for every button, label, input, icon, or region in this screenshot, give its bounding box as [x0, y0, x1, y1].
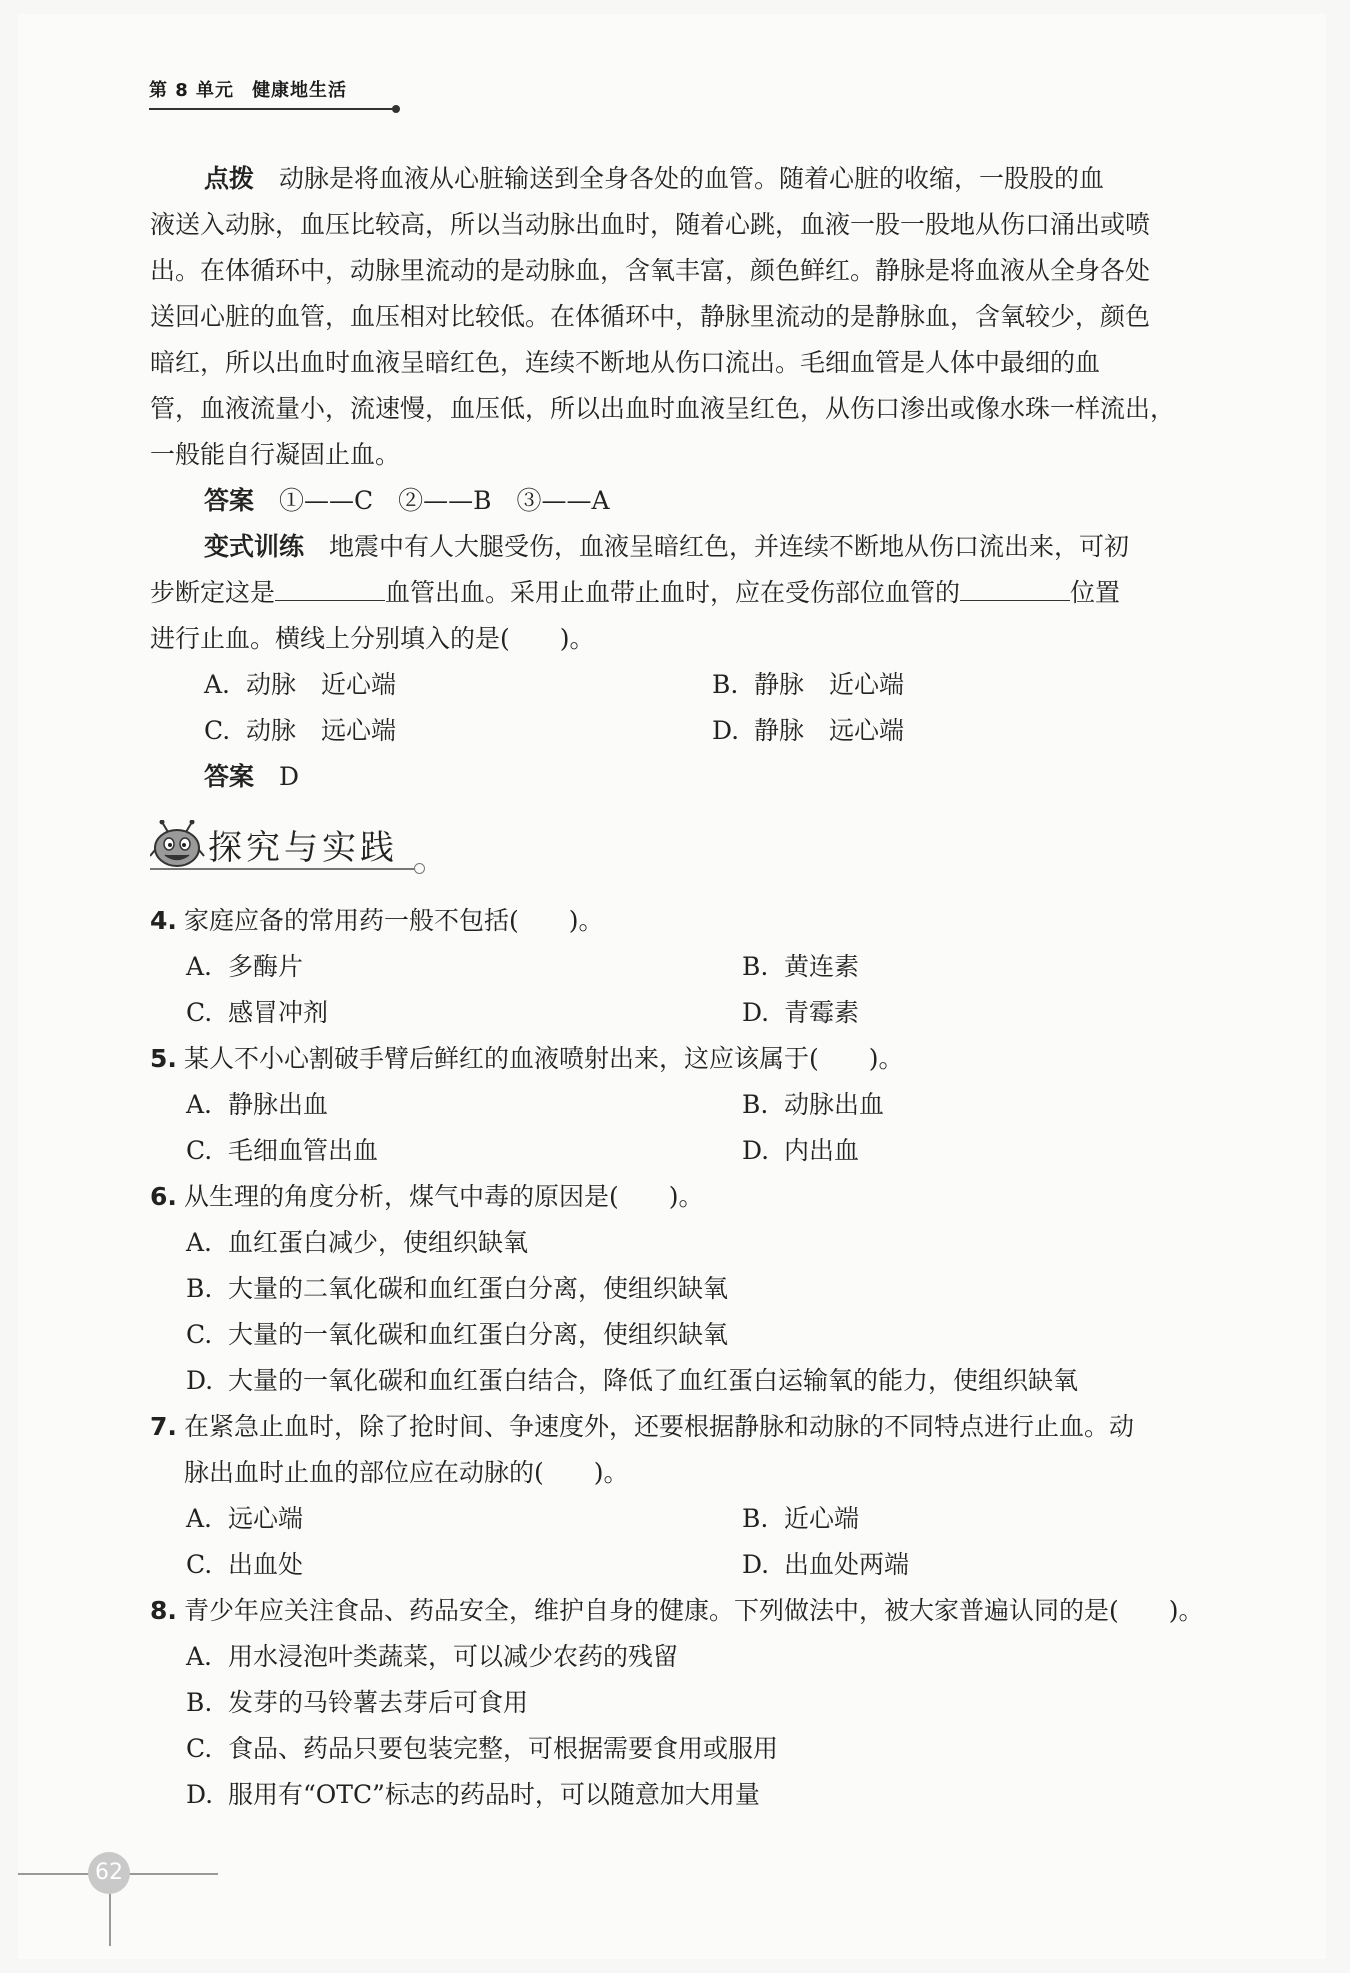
- option-text: 多酶片: [228, 952, 304, 981]
- answer-text: D: [279, 762, 300, 791]
- question-8: [150, 1588, 1204, 1634]
- q7-option-b[interactable]: [742, 1496, 859, 1542]
- option-letter: A.: [204, 670, 231, 699]
- question-7: [150, 1404, 1134, 1450]
- option-letter: D.: [712, 716, 740, 745]
- q8-option-c[interactable]: [186, 1726, 778, 1772]
- page-number: 62: [88, 1852, 130, 1894]
- q6-option-b[interactable]: [186, 1266, 728, 1312]
- question-stem: 从生理的角度分析，煤气中毒的原因是( )。: [184, 1182, 704, 1211]
- option-text: 出血处两端: [784, 1550, 910, 1579]
- fill-blank-2[interactable]: [960, 574, 1070, 601]
- answer-2: [204, 754, 299, 800]
- question-5: [150, 1036, 904, 1082]
- q5-option-c[interactable]: [186, 1128, 378, 1174]
- option-text: 静脉 远心端: [754, 716, 905, 745]
- variant-text-b: 血管出血。采用止血带止血时，应在受伤部位血管的: [385, 578, 961, 607]
- variant-text-c: 位置: [1070, 578, 1121, 607]
- q4-option-a[interactable]: [186, 944, 303, 990]
- option-letter: D.: [742, 1550, 770, 1579]
- q8-option-a[interactable]: [186, 1634, 678, 1680]
- variant-option-a[interactable]: [204, 662, 396, 708]
- option-text: 动脉 远心端: [246, 716, 397, 745]
- variant-line-1: [204, 524, 1129, 570]
- option-letter: A.: [186, 952, 213, 981]
- q5-option-d[interactable]: [742, 1128, 859, 1174]
- option-letter: D.: [742, 1136, 770, 1165]
- q4-option-d[interactable]: [742, 990, 859, 1036]
- fill-blank-1[interactable]: [275, 574, 385, 601]
- variant-text: 地震中有人大腿受伤，血液呈暗红色，并连续不断地从伤口流出来，可初: [329, 532, 1130, 561]
- option-letter: B.: [186, 1688, 213, 1717]
- option-text: 大量的二氧化碳和血红蛋白分离，使组织缺氧: [228, 1274, 729, 1303]
- answer-text: ①——C ②——B ③——A: [279, 486, 610, 515]
- variant-text-a: 步断定这是: [150, 578, 276, 607]
- option-text: 远心端: [228, 1504, 304, 1533]
- variant-label: 变式训练: [204, 532, 305, 561]
- q7-option-a[interactable]: [186, 1496, 303, 1542]
- option-text: 内出血: [784, 1136, 860, 1165]
- question-stem: 某人不小心割破手臂后鲜红的血液喷射出来，这应该属于( )。: [184, 1044, 904, 1073]
- option-letter: C.: [186, 1136, 213, 1165]
- question-number: 7.: [150, 1412, 177, 1441]
- question-stem: 在紧急止血时，除了抢时间、争速度外，还要根据静脉和动脉的不同特点进行止血。动: [184, 1412, 1135, 1441]
- option-text: 青霉素: [784, 998, 860, 1027]
- option-letter: B.: [742, 1504, 769, 1533]
- question-stem: 家庭应备的常用药一般不包括( )。: [184, 906, 604, 935]
- explain-line-1: [204, 156, 1104, 202]
- option-text: 黄连素: [784, 952, 860, 981]
- q6-option-c[interactable]: [186, 1312, 728, 1358]
- option-letter: B.: [186, 1274, 213, 1303]
- q8-option-d[interactable]: [186, 1772, 760, 1818]
- option-text: 感冒冲剂: [228, 998, 329, 1027]
- option-text: 毛细血管出血: [228, 1136, 379, 1165]
- explain-line-2: 液送入动脉，血压比较高，所以当动脉出血时，随着心跳，血液一股一股地从伤口涌出或喷: [150, 210, 1151, 239]
- question-number: 8.: [150, 1596, 177, 1625]
- q5-option-b[interactable]: [742, 1082, 884, 1128]
- option-letter: C.: [186, 998, 213, 1027]
- option-letter: A.: [186, 1228, 213, 1257]
- variant-option-b[interactable]: [712, 662, 904, 708]
- unit-label: 第 8 单元: [149, 80, 235, 101]
- variant-line-2: [150, 570, 1120, 616]
- question-number: 5.: [150, 1044, 177, 1073]
- header-dot: [392, 105, 400, 113]
- question-7-cont: 脉出血时止血的部位应在动脉的( )。: [184, 1458, 629, 1487]
- page-number-stem: [109, 1894, 111, 1946]
- option-text: 出血处: [228, 1550, 304, 1579]
- explain-line-7: 一般能自行凝固止血。: [150, 440, 401, 469]
- answer-label: 答案: [204, 486, 255, 515]
- q6-option-a[interactable]: [186, 1220, 528, 1266]
- option-text: 大量的一氧化碳和血红蛋白分离，使组织缺氧: [228, 1320, 729, 1349]
- explain-line-3: 出。在体循环中，动脉里流动的是动脉血，含氧丰富，颜色鲜红。静脉是将血液从全身各处: [150, 256, 1151, 285]
- option-text: 动脉出血: [784, 1090, 885, 1119]
- option-letter: A.: [186, 1090, 213, 1119]
- unit-title: 健康地生活: [252, 80, 348, 101]
- answer-label: 答案: [204, 762, 255, 791]
- question-stem: 青少年应关注食品、药品安全，维护自身的健康。下列做法中，被大家普遍认同的是( )。: [184, 1596, 1204, 1625]
- option-letter: B.: [742, 1090, 769, 1119]
- q7-option-c[interactable]: [186, 1542, 303, 1588]
- option-text: 发芽的马铃薯去芽后可食用: [228, 1688, 529, 1717]
- option-letter: A.: [186, 1642, 213, 1671]
- q6-option-d[interactable]: [186, 1358, 1078, 1404]
- option-text: 近心端: [784, 1504, 860, 1533]
- option-text: 动脉 近心端: [246, 670, 397, 699]
- explain-label: 点拨: [204, 164, 255, 193]
- option-text: 大量的一氧化碳和血红蛋白结合，降低了血红蛋白运输氧的能力，使组织缺氧: [228, 1366, 1079, 1395]
- section-ring: [414, 863, 425, 874]
- option-letter: C.: [186, 1550, 213, 1579]
- header-rule: [149, 108, 395, 110]
- option-letter: C.: [186, 1320, 213, 1349]
- option-letter: C.: [204, 716, 231, 745]
- option-letter: D.: [186, 1366, 214, 1395]
- option-text: 用水浸泡叶类蔬菜，可以减少农药的残留: [228, 1642, 679, 1671]
- option-letter: C.: [186, 1734, 213, 1763]
- q4-option-c[interactable]: [186, 990, 328, 1036]
- option-text: 静脉出血: [228, 1090, 329, 1119]
- explain-line-6: 管，血液流量小，流速慢，血压低，所以出血时血液呈红色，从伤口渗出或像水珠一样流出，: [150, 394, 1176, 423]
- variant-option-c[interactable]: [204, 708, 396, 754]
- variant-option-d[interactable]: [712, 708, 904, 754]
- section-rule: [150, 868, 418, 870]
- option-letter: D.: [186, 1780, 214, 1809]
- option-letter: A.: [186, 1504, 213, 1533]
- option-letter: B.: [742, 952, 769, 981]
- question-number: 4.: [150, 906, 177, 935]
- running-header: [149, 76, 399, 102]
- question-number: 6.: [150, 1182, 177, 1211]
- bug-mascot-icon: [150, 820, 206, 870]
- option-text: 血红蛋白减少，使组织缺氧: [228, 1228, 529, 1257]
- option-letter: D.: [742, 998, 770, 1027]
- explain-line-5: 暗红，所以出血时血液呈暗红色，连续不断地从伤口流出。毛细血管是人体中最细的血: [150, 348, 1101, 377]
- q7-option-d[interactable]: [742, 1542, 909, 1588]
- q4-option-b[interactable]: [742, 944, 859, 990]
- question-6: [150, 1174, 704, 1220]
- explain-text: 动脉是将血液从心脏输送到全身各处的血管。随着心脏的收缩，一股股的血: [279, 164, 1105, 193]
- section-title: 探究与实践: [208, 828, 398, 868]
- q5-option-a[interactable]: [186, 1082, 328, 1128]
- q8-option-b[interactable]: [186, 1680, 528, 1726]
- option-text: 静脉 近心端: [754, 670, 905, 699]
- explain-line-4: 送回心脏的血管，血压相对比较低。在体循环中，静脉里流动的是静脉血，含氧较少，颜色: [150, 302, 1151, 331]
- option-text: 食品、药品只要包装完整，可根据需要食用或服用: [228, 1734, 779, 1763]
- option-text: 服用有“OTC”标志的药品时，可以随意加大用量: [228, 1780, 760, 1809]
- option-letter: B.: [712, 670, 739, 699]
- variant-line-3: 进行止血。横线上分别填入的是( )。: [150, 624, 595, 653]
- question-4: [150, 898, 604, 944]
- answer-1: [204, 478, 610, 524]
